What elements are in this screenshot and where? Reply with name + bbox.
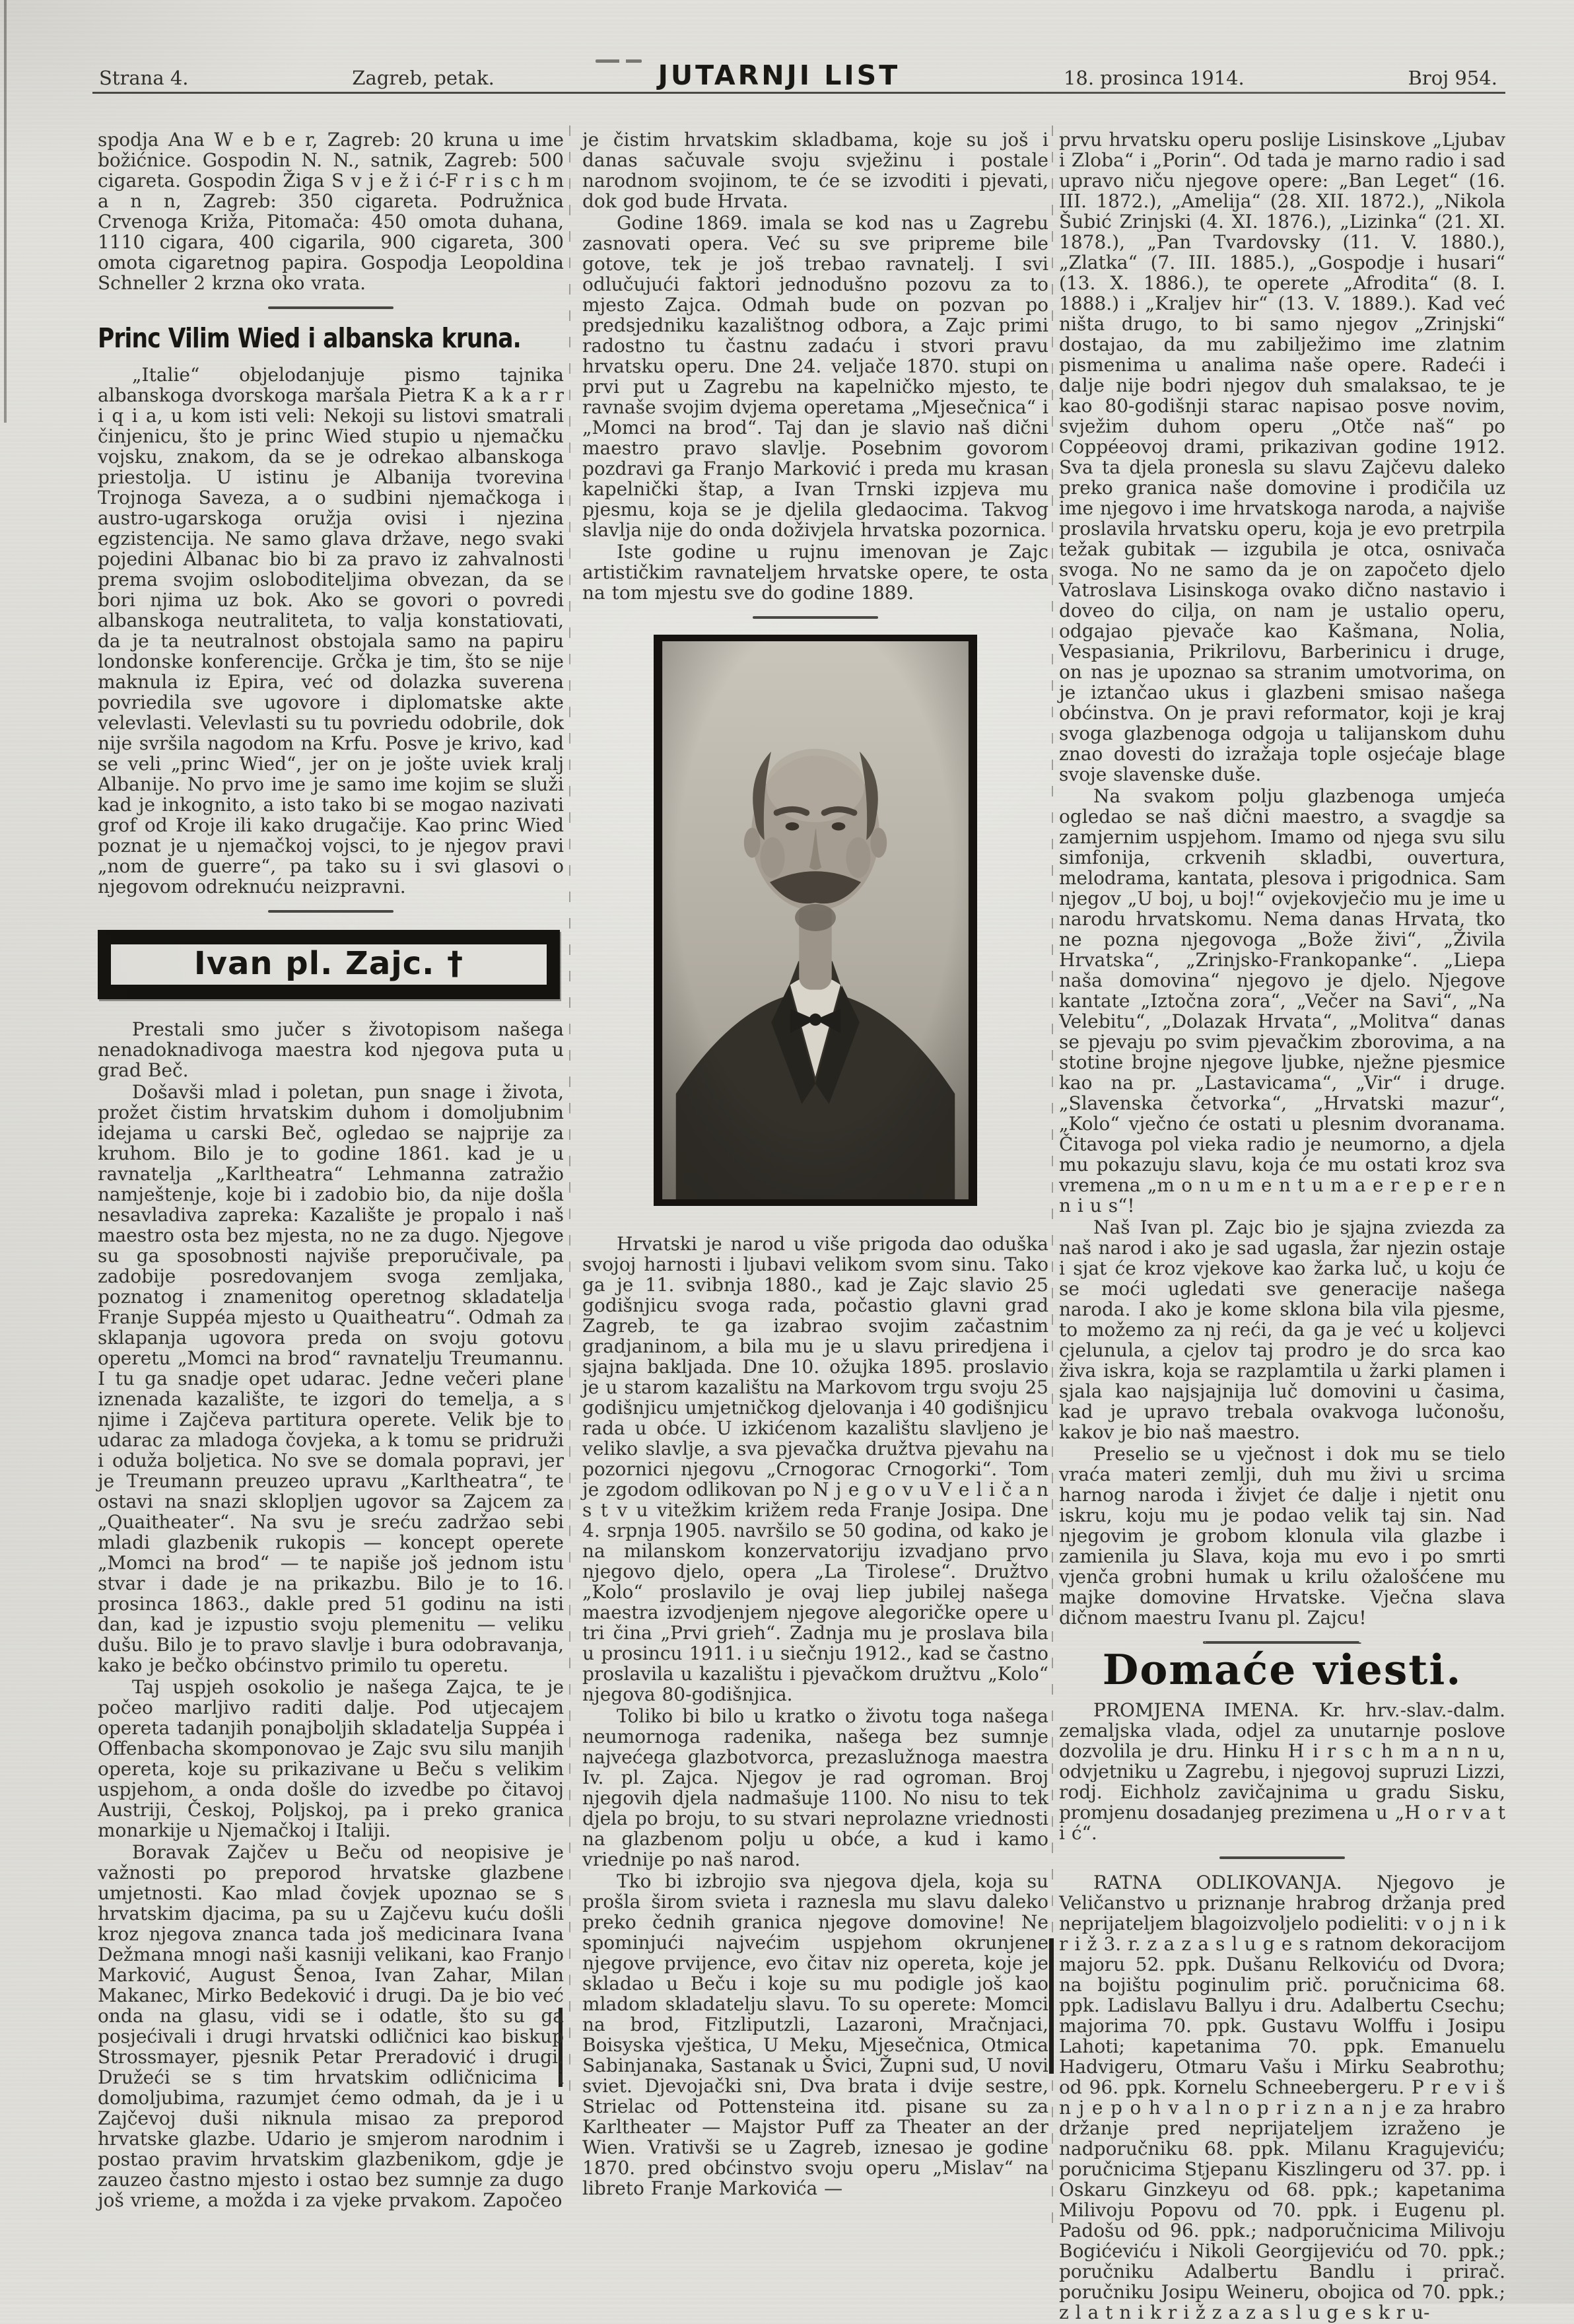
divider-ink-artifact [1049, 1938, 1054, 2074]
column-left [98, 129, 564, 2212]
header-rule [92, 92, 1505, 94]
scan-edge-artifact [4, 0, 7, 423]
section-separator [753, 616, 878, 619]
wied-article-body: „Italie“ objelodanjuje pismo tajnika albanskoga dvorskoga maršala Pietra K a k a r r i q i a, u kom isti veli: Nekoji su listovi smatrali činjenicu, što je princ Wied stupio u njemačku vojsku, znakom, da se je odrekao albanskoga priestolja. U istinu je Albanija tvorevina Trojnoga Saveza, a o sudbini njemačkoga i austro-ugarskoga oružja ovisi i njezina egzistencija. Ne samo glava države, nego svaki pojedini Albanac bio bi za pravo iz zahvalnosti prema svojim osloboditeljima obvezan, da se bori njima uz bok. Ako se govori o povredi albanskoga neutraliteta, to valja konstatiovati, da je ta neutralnost obstojala samo na papiru londonske konferencije. Grčka je tim, što se nije maknula iz Epira, već od dolazka suverena povriedila sve ugovore i diplomatske akte velevlasti. Velevlasti su tu povriedu odobrile, dok nije svršila nagodom na Krfu. Posve je krivo, kad se veli „princ Wied“, jer on je jošte uviek kralj Albanije. No prvo ime je samo ime kojim se služi kad je inkognito, a isto tako bi se mogao nazivati grof od Kroje ili kako drugačije. Kao princ Wied poznat je u njemačkoj vojsci, to je njegov pravi „nom de guerre“, pa tako su i svi glasovi o njegovom odreknuću neizpravni. [98, 363, 564, 898]
zajc-paragraph: Hrvatski je narod u više prigoda dao oduška svojoj harnosti i ljubavi velikom svom sinu. Tako ga je 11. svibnja 1880., kad je Zajc slavio 25 godišnjicu svoga rada, počastio glavni grad Zagreb, te ga izabrao svojim začastnim gradjaninom, a bila mu je u slavu priredjena i sjajna bakljada. Dne 10. ožujka 1895. proslavio je u starom kazalištu na Markovom trgu svoju 25 godišnjicu umjetničkog djelovanja i 40 godišnjicu rada u obće. U izkićenom kazalištu slavljeno je veliko slavlje, a sva pjevačka družtva pjevahu na pozornici njegovu „Crnogorac Crnogorki“. Tom je zgodom odlikovan po N j e g o v u V e l i č a n s t v u vitežkim križem reda Franje Josipa. Dne 4. srpnja 1905. navršilo se 50 godina, od kako je na milanskom konzervatoriju izvadjano prvo njegovo djelo, opera „La Tirolese“. Družtvo „Kolo“ proslavilo je ovaj liep jubilej našega maestra izvodjenjem njegove alegoričke opere u tri čina „Prvi grieh“. Zadnja mu je proslava bila u prosincu 1911. i u siečnju 1912., kad se častno proslavila u kazalištu i pjevačkom družtvu „Kolo“ njegova 80-godišnjica. [582, 1233, 1048, 1705]
dateline-place: Zagreb, petak. [352, 67, 495, 89]
column-middle [582, 129, 1048, 2200]
zajc-paragraph: Godine 1869. imala se kod nas u Zagrebu zasnovati opera. Već su sve pripreme bile gotove, tek je još trebao ravnatelj. I svi odlučujući faktori jednodušno pozovu za to mjesto Zajca. Odmah bude on pozvan po predsjedniku kazalištnog odbora, a Zajc primi radostno tu častnu zadaću i stvori pravu hrvatsku operu. Dne 24. veljače 1870. stupi on prvi put u Zagrebu na kapelničko mjesto, te ravnaše svojim dvjema operetama „Mjesečnica“ i „Momci na brod“. Taj dan je slavio naš dični maestro pravo slavlje. Posebnim govorom pozdravi ga Franjo Marković i preda mu krasan kapelnički štap, a Ivan Trnski izpjeva mu pjesmu, koja se je djelila gledaocima. Takvog slavlja nije do onda doživjela hrvatska pozornica. [582, 212, 1048, 541]
portrait-photo-frame [654, 635, 977, 1206]
ivan-zajc-portrait-photo [660, 641, 971, 1199]
zajc-continuation-paragraph: je čistim hrvatskim skladbama, koje su još i danas sačuvale svoju svježinu i postale narodnom svojinom, te će se izvoditi i pjevati, dok god bude Hrvata. [582, 129, 1048, 212]
section-separator [268, 306, 394, 309]
zajc-paragraph: Taj uspjeh osokolio je našega Zajca, te je počeo marljivo raditi dalje. Pod utjecajem opereta tadanjih ponajboljih skladatelja Suppéa i Offenbacha skomponovao je Zajc svu silu manjih opereta, koje su prikazivane u Beču s velikim uspjehom, a onda došle do izvedbe po čitavoj Austriji, Českoj, Poljskoj, pa i preko granica monarkije u Njemačkoj i Italiji. [98, 1675, 564, 1841]
article-headline-wied: Princ Vilim Wied i albanska kruna. [98, 322, 521, 354]
column-divider-right [1052, 125, 1053, 2226]
zajc-paragraph: Došavši mlad i poletan, pun snage i života, prožet čistim hrvatskim duhom i domoljubnim idejama u carski Beč, ogledao se najprije za kruhom. Bilo je to godine 1861. kad je u ravnatelja „Karltheatra“ Lehmanna zatražio namještenje, koje bi i zadobio bio, da nije došla nesavladiva zapreka: Kazalište je propalo i naš maestro osta bez mjesta, no ne za dugo. Njegove su ga sposobnosti najviše preporučivale, pa zadobije posredovanjem svoga zemljaka, poznatog i znamenitog operetnog skladatelja Franje Suppéa mjesto u Quaitheatru“. Odmah za sklapanja ugovora preda on svoju gotovu operetu „Momci na brod“ ravnatelju Treumannu. I tu ga snadje opet udarac. Jedne večeri plane iznenada kazalište, te izgori do temelja, a s njime i Zajčeva partitura operete. Velik bje to udarac za mladoga čovjeka, a k tomu se pridruži i oduža boljetica. No sve se domala popravi, jer je Treumann preuzeo upravu „Karltheatra“, te ostavi na snazi sklopljen ugovor sa Zajcem za „Quaitheater“. Na svu je sreću zadržao sebi mladi glazbenik rukopis — koncept operete „Momci na brod“ — te napiše još jednom istu stvar i dade je na prikazbu. Bilo je to 16. prosinca 1863., dakle pred 51 godinu na isti dan, kad je izpustio svoju plemenitu — veliku dušu. Bilo je to pravo slavlje i bura odobravanja, kako je bečko obćinstvo primilo tu operetu. [98, 1080, 564, 1676]
masthead-title: JUTARNJI LIST [658, 59, 901, 91]
zajc-paragraph: Iste godine u rujnu imenovan je Zajc artističkim ravnateljem hrvatske opere, te osta na tom mjestu sve do godine 1889. [582, 541, 1048, 604]
zajc-paragraph: Boravak Zajčev u Beču od neopisive je važnosti po preporod hrvatske glazbene umjetnosti. Kao mlad čovjek upoznao se s hrvatskim djacima, pa su u Zajčevu kuću došli kroz njegova znanca tada još medicinara Ivana Dežmana mnogi naši kasniji velikani, kao Franjo Marković, August Šenoa, Ivan Zahar, Milan Makanec, Mirko Bedeković i drugi. Da je bio već onda na glasu, vidi se i odatle, što su ga posjećivali i drugi hrvatski odličnici kao biskup Strossmayer, pjesnik Petar Preradović i drugi. Družeći se s tim hrvatskim odličnicima i domoljubima, razumjet ćemo odmah, da je i u Zajčevoj duši niknula misao za preporod hrvatske glazbe. Udario je smjerom narodnim i postao pravim hrvatskim glazbenikom, gdje je zauzeo častno mjesto i ostao bez sumnje za dugo još vrieme, a možda i za vjeke prvakom. Započeo [98, 1841, 564, 2211]
news-item-promjena-imena: PROMJENA IMENA. Kr. hrv.-slav.-dalm. zemaljska vlada, odjel za unutarnje poslove dozvolila je dru. Hinku H i r s c h m a n n u, odvjetniku u Zagrebu, i njegovoj supruzi Lizzi, rodj. Eichholz zavičajnima u gradu Sisku, promjenu dosadanjeg prezimena u „H o r v a t i ć“. [1059, 1699, 1505, 1844]
column-right [1059, 129, 1505, 2324]
section-separator [268, 910, 394, 913]
zajc-paragraph: Tko bi izbrojio sva njegova djela, koja su prošla širom svieta i raznesla mu slavu daleko preko čednih granica njegove domovine! Ne spominjući najvećim uspjehom okrunjene njegove prvijence, evo čitav niz opereta, koje je skladao u Beču i koje su mu podigle još kao mladom skladatelju slavu. To su operete: Momci na brod, Fitzliputzli, Lazaroni, Mračnjaci, Boisyska vještica, U Meku, Mjesečnica, Otmica Sabinjanaka, Sastanak u Švici, Župni sud, U novi sviet. Djevojački sni, Dva brata i dvije sestre, Strielac od Pottensteina itd. pisane su za Karltheater — Majstor Puff za Theater an der Wien. Vrativši se u Zagreb, iznesao je godine 1870. pred obćinstvo svoju operu „Mislav“ na libreto Franje Markovića — [582, 1870, 1048, 2199]
page-header [99, 59, 1497, 91]
zajc-paragraph: Prestali smo jučer s životopisom našega nenadoknadivoga maestra kod njegova puta u grad Beč. [98, 1018, 564, 1081]
zajc-continuation-paragraph: prvu hrvatsku operu poslije Lisinskove „Ljubav i Zloba“ i „Porin“. Od tada je marno radio i sad upravo niču njegove opere: „Ban Leget“ (16. III. 1872.), „Amelija“ (28. XII. 1872.), „Nikola Šubić Zrinjski (4. XI. 1876.), „Lizinka“ (21. XI. 1878.), „Pan Tvardovsky (11. V. 1880.), „Zlatka“ (7. III. 1885.), „Gospodje i husari“ (13. X. 1886.), te operete „Afrodita“ (8. I. 1888.) i „Kraljev hir“ (13. V. 1889.). Kad već ništa drugo, to bi samo njegov „Zrinjski“ dostajao, da mu zabilježimo ime zlatnim pismenima u analima naše opere. Radeći i dalje nije bodri njegov duh smalaksao, te je kao 80-godišnji starac napisao posve novim, svježim duhom operu „Otče naš“ po Coppéeovoj drami, prikazivan godine 1912. Sva ta djela pronesla su slavu Zajčevu daleko preko granica naše domovine i prodičila uz ime njegovo i ime hrvatskoga naroda, a najviše proslavila hrvatsku operu, koja je evo pretrpila težak gubitak — izgubila je otca, osnivača svoga. No ne samo da je on započeto djelo Vatroslava Lisinskoga ovako dično nastavio i doveo do cilja, on nam je ustalio operu, odgajao pjevače kao Kašmana, Nolia, Vespasiania, Prikrilovu, Barberinicu i druge, on nas je upoznao sa stranim umotvorima, on je iztančao ukus i glazbeni smisao našega obćinstva. On je pravi reformator, koji je kraj svoga glazbenoga odgoja u talijanskom duhu znao dovesti do izražaja tople osjećaje blage svoje slavenske duše. [1059, 129, 1505, 785]
zajc-paragraph: Toliko bi bilo u kratko o životu toga našega neumornoga radenika, našega bez sumnje najvećega glazbotvorca, prezaslužnoga maestra Iv. pl. Zajca. Njegov je rad ogroman. Broj njegovih djela nadmašuje 1100. No nisu to tek djela po broju, to su stvari neprolazne vriednosti na glazbenom polju u obće, a kud i kamo vriednije po naš narod. [582, 1705, 1048, 1870]
page-number-label: Strana 4. [99, 67, 189, 89]
section-headline-domace-viesti: Domaće viesti. [1102, 1645, 1462, 1694]
donations-continuation-paragraph: spodja Ana W e b e r, Zagreb: 20 kruna u ime božićnice. Gospodin N. N., satnik, Zagreb: 500 cigareta. Gospodin Žiga S v j e ž i ć-F r i s c h m a n n, Zagreb: 350 cigareta. Podružnica Crvenoga Križa, Pitomača: 450 omota duhana, 1110 cigara, 400 cigarila, 900 cigareta, 300 omota cigaretnog papira. Gospodja Leopoldina Schneller 2 krzna oko vrata. [98, 129, 564, 294]
column-divider-left [569, 125, 570, 2094]
issue-number-label: Broj 954. [1408, 67, 1497, 89]
dateline-date: 18. prosinca 1914. [1063, 67, 1245, 89]
section-separator-dashed [1203, 1641, 1361, 1644]
zajc-paragraph: Preselio se u vječnost i dok mu se tielo vraća materi zemlji, duh mu živi u srcima harnog naroda i živjet će dalje i njetit onu iskru, koju mu je podao velik taj sin. Nad njegovim je grobom klonula vila glazbe i zamienila ju Slava, koja mu evo i po smrti vjenča grobni humak u krilu ožalošćene mu majke domovine Hrvatske. Vječna slava dičnom maestru Ivanu pl. Zajcu! [1059, 1443, 1505, 1629]
section-separator [1219, 1856, 1345, 1859]
obituary-headline: Ivan pl. Zajc. † [108, 941, 550, 988]
news-item-ratna-odlikovanja: RATNA ODLIKOVANJA. Njegovo je Veličanstvo u priznanje hrabrog držanja pred neprijateljem blagoizvoljelo podieliti: v o j n i k r i ž 3. r. z a z a s l u g e s ratnom dekoracijom majoru 52. ppk. Dušanu Relkoviću od Dvora; na bojištu poginulim prič. poručnicima 68. ppk. Ladislavu Ballyu i dru. Adalbertu Csechu; majorima 70. ppk. Gustavu Wolffu i Josipu Lahoti; kapetanima 70. ppk. Emanuelu Hadvigeru, Otmaru Vašu i Mirku Seabrothu; od 96. ppk. Kornelu Schneebergeru. P r e v i š n j e p o h v a l n o p r i z n a n j e za hrabro držanje pred neprijateljem izraženo je nadporučniku 68. ppk. Milanu Kragujeviću; poručnicima Stjepanu Kiszlingeru od 37. pp. i Oskaru Ginzkeyu od 68. ppk.; kapetanima Milivoju Popovu od 70. ppk. i Eugenu pl. Padošu od 96. ppk.; nadporučnicima Milivoju Bogićeviću i Nikoli Georgijeviću od 70. ppk.; poručniku Adalbertu Bandlu i prirač. poručniku Josipu Weineru, obojica od 70. ppk.; z l a t n i k r i ž z a z a s l u g e s k r u- [1059, 1872, 1505, 2323]
obituary-headline-box [98, 930, 560, 999]
zajc-paragraph: Na svakom polju glazbenoga umjeća ogledao se naš dični maestro, a svagdje sa zamjernim uspjehom. Imamo od njega svu silu simfonija, crkvenih skladbi, ouvertura, melodrama, kantata, plesova i prigodnica. Sam njegov „U boj, u boj!“ ovjekovječio mu je ime u narodu hrvatskomu. Nema danas Hrvata, tko ne pozna njegovoga „Bože živi“, „Živila Hrvatska“, „Zrinjsko-Frankopanke“. „Liepa naša domovina“ njegovo je djelo. Njegove kantate „Iztočna zora“, „Večer na Savi“, „Na Velebitu“, „Dolazak Hrvata“, „Molitva“ danas se pjevaju po svim pjevačkim zborovima, a na stotine brojne njegove ljubke, nježne pjesmice kao na pr. „Lastavicama“, „Vir“ i druge. „Slavenska četvorka“, „Hrvatski mazur“, „Kolo“ vječno će ostati u plesnim dvoranama. Čitavoga pol vieka radio je neumorno, a djela mu pokazuju slavu, koja će mu ostati kroz sva vremena „m o n u m e n t u m a e r e p e r e n n i u s“! [1059, 785, 1505, 1216]
zajc-paragraph: Naš Ivan pl. Zajc bio je sjajna zviezda za naš narod i ako je sad ugasla, žar njezin ostaje i sjat će kroz vjekove kao žarka luč, u koju će se moći ugledati sve generacije našega naroda. I ako je kome sklona bila vila pjesme, to možemo za nj reći, da ga je već u koljevci cjelunula, a cjelov taj prodro je do srca kao živa iskra, koja se razplamtila u žarki plamen i sjala kao najsjajnija luč domovini u časima, kad je upravo trebala ovakvoga lučonošu, kakov je bio naš maestro. [1059, 1216, 1505, 1443]
